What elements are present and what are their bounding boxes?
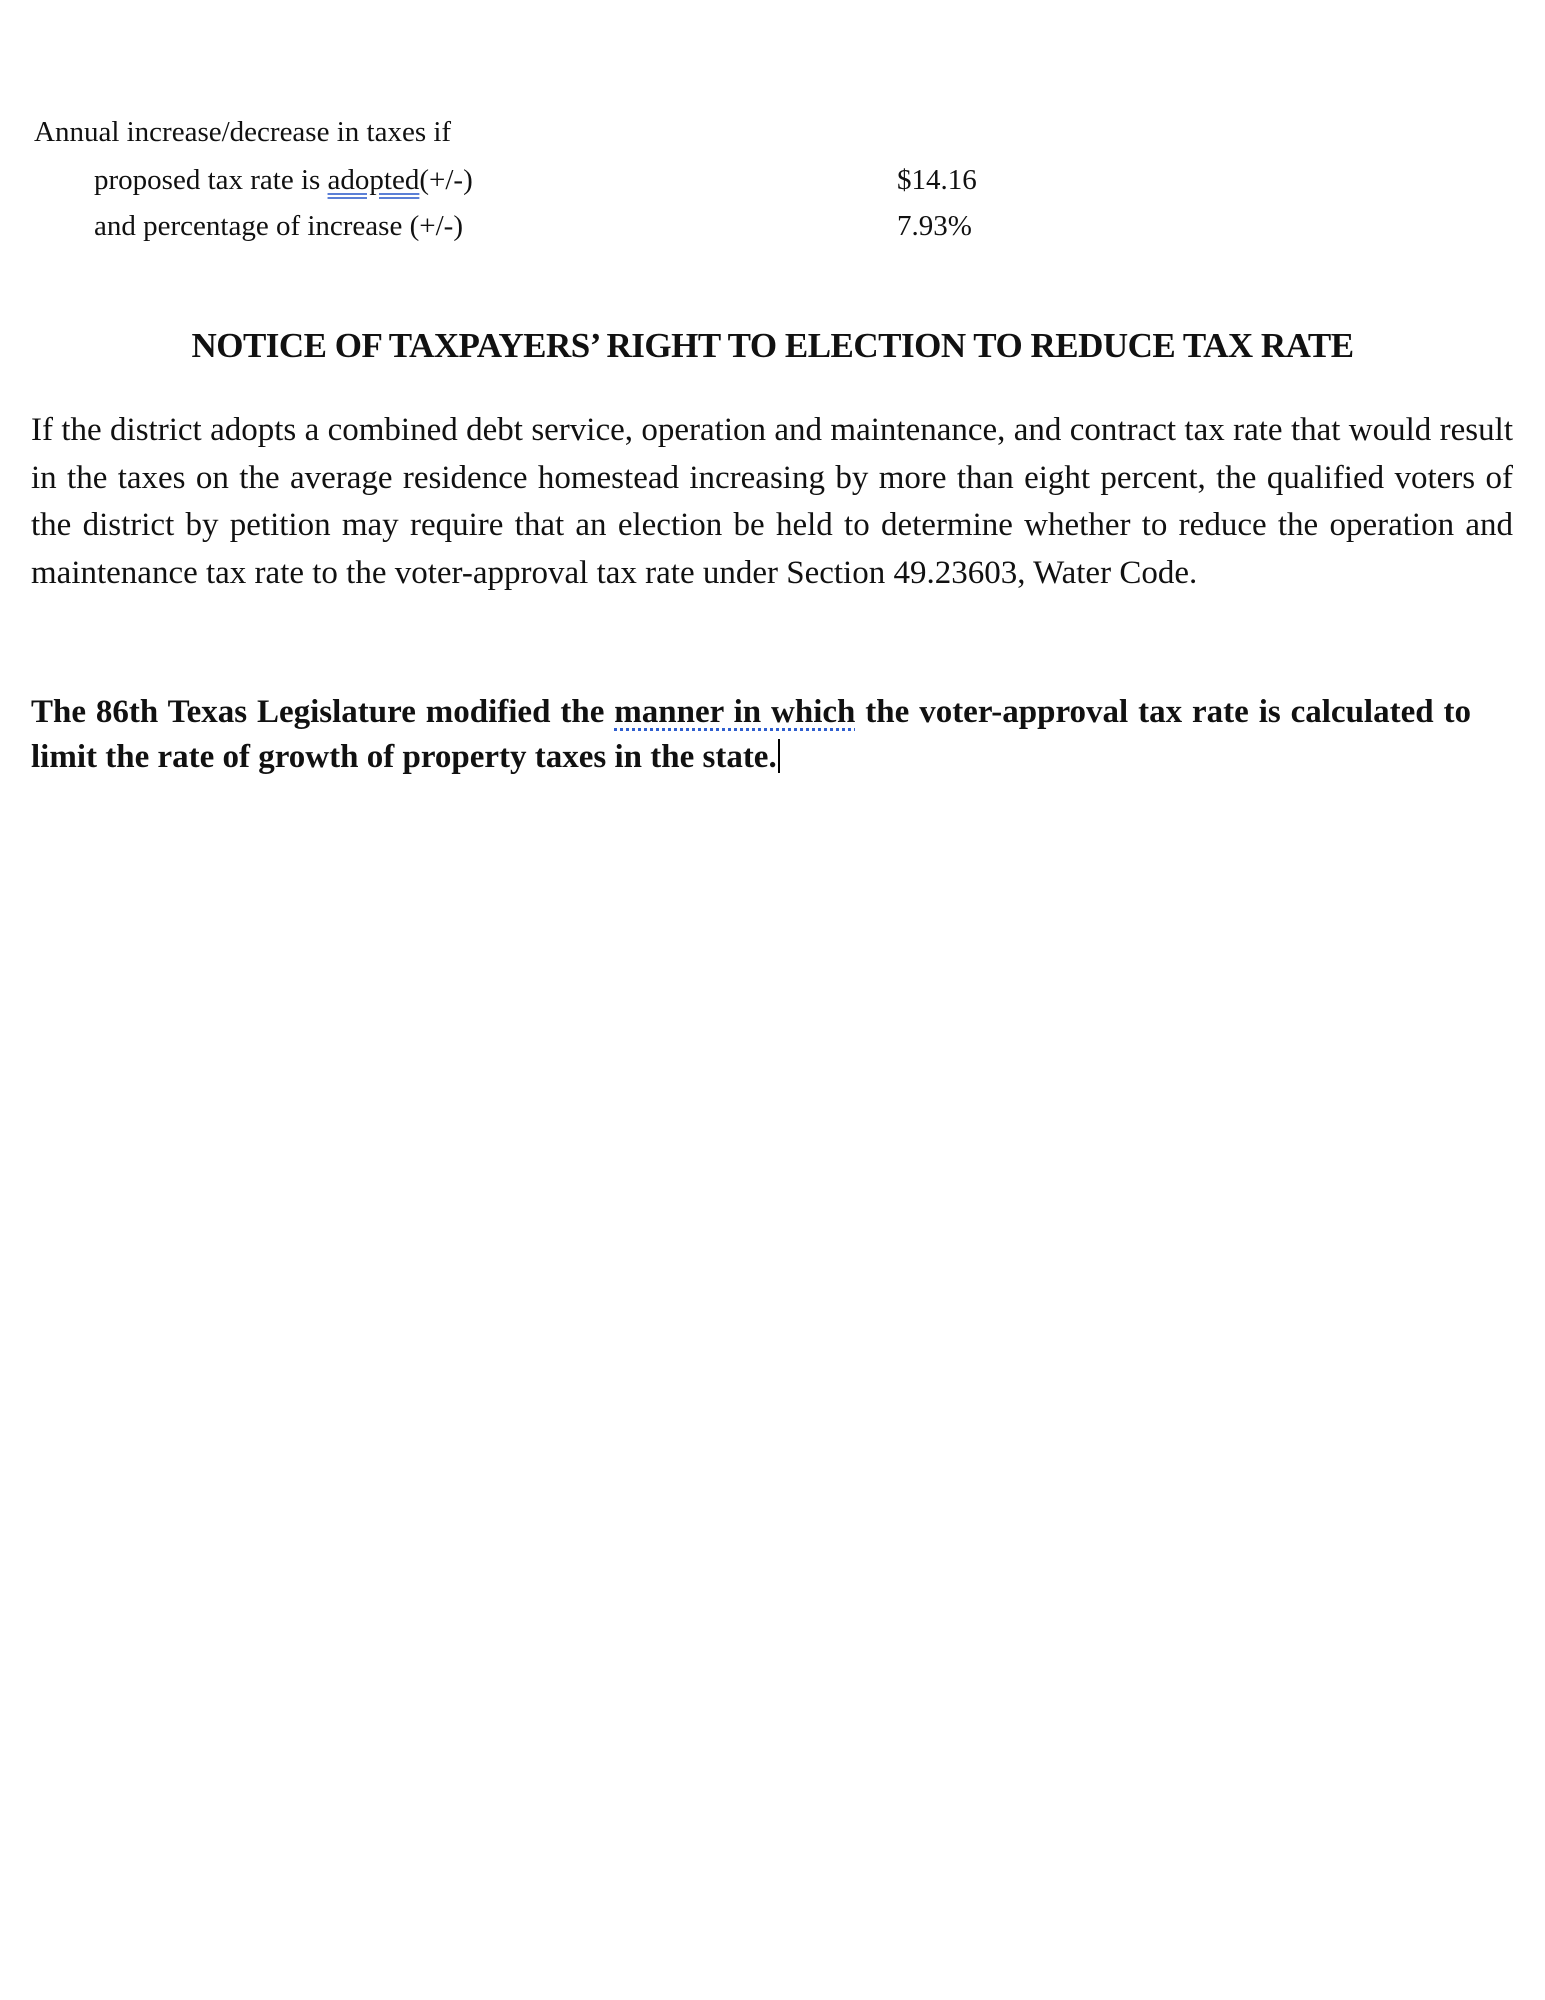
notice-paragraph: If the district adopts a combined debt service, operation and maintenance, and contract tax rate that would result in the taxes on the average residence homestead increasing by more than eight percent, the qualified voters of the district by petition may require that an election be held to determine whether to reduce the operation and maintenance tax rate to the voter-approval tax rate under Section 49.23603, Water Code. [31, 412, 1513, 591]
text-cursor [778, 739, 780, 773]
tax-increase-label-line-1: Annual increase/decrease in taxes if [34, 116, 452, 148]
tax-percentage-value: 7.93% [897, 210, 972, 242]
legislature-text-prefix: The 86th Texas Legislature modified the [31, 694, 615, 730]
legislature-paragraph [31, 690, 1471, 780]
grammar-flagged-phrase[interactable]: manner in which [614, 694, 856, 730]
tax-increase-amount: $14.16 [897, 164, 977, 196]
underlined-word-adopted[interactable]: adopted [327, 164, 420, 196]
label-line-2-prefix: proposed tax rate is [94, 164, 328, 196]
tax-increase-label-line-2 [94, 162, 473, 198]
tax-percentage-label: and percentage of increase (+/-) [94, 210, 463, 242]
legislature-text-suffix: the voter-approval tax rate is calculated to limit the rate of growth of property taxes in the state. [31, 694, 1471, 775]
label-line-2-suffix: (+/-) [419, 164, 473, 196]
notice-heading: NOTICE OF TAXPAYERS’ RIGHT TO ELECTION TO REDUCE TAX RATE [191, 326, 1354, 365]
